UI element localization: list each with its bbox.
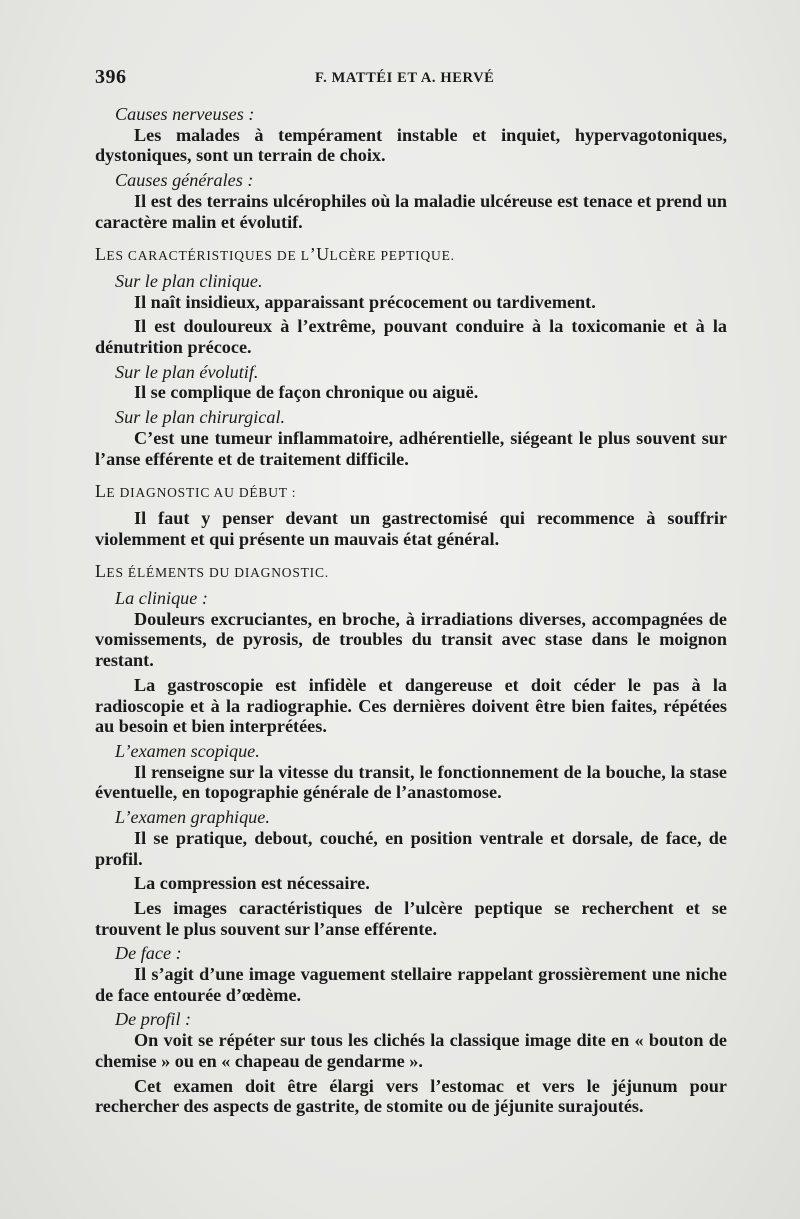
paragraph-causes-nerveuses: Les malades à tempérament instable et inquiet, hypervagotoniques, dystoniques, sont un terrain de choix. [95, 124, 727, 166]
paragraph-examen-graphique-3: Les images caractéristiques de l’ulcère peptique se recherchent et se trouvent le plus souvent sur l’anse efférente. [95, 897, 727, 939]
paragraph-de-profil-2: Cet examen doit être élargi vers l’estomac et vers le jéjunum pour rechercher des aspects de gastrite, de stomite ou de jéjunite surajoutés. [95, 1075, 727, 1117]
page-body [95, 100, 727, 1117]
section-heading-cap: L [95, 481, 107, 502]
paragraph-examen-graphique-2: La compression est nécessaire. [134, 873, 370, 894]
paragraph-causes-generales: Il est des terrains ulcérophiles où la maladie ulcéreuse est tenace et prend un caractère malin et évolutif. [95, 190, 727, 232]
subheading-causes-generales: Causes générales : [115, 170, 254, 191]
section-heading-cap: L [95, 561, 107, 582]
paragraph-de-face: Il s’agit d’une image vaguement stellaire rappelant grossièrement une niche de face entourée d’œdème. [95, 964, 727, 1005]
section-heading-smallcaps: ES ÉLÉMENTS DU DIAGNOSTIC. [106, 565, 329, 581]
page-header [95, 66, 725, 90]
subheading-de-face: De face : [115, 943, 182, 964]
subheading-examen-graphique: L’examen graphique. [115, 807, 270, 828]
running-head: F. MATTÉI ET A. HERVÉ [315, 70, 495, 86]
paragraph-plan-clinique-2: Il est douloureux à l’extrême, pouvant conduire à la toxicomanie et à la dénutrition précoce. [95, 316, 727, 358]
page-number: 396 [95, 66, 127, 88]
subheading-plan-chirurgical: Sur le plan chirurgical. [115, 407, 286, 428]
paragraph-plan-evolutif: Il se complique de façon chronique ou aiguë. [134, 382, 479, 403]
section-heading-smallcaps: E DIAGNOSTIC AU DÉBUT : [106, 485, 297, 501]
subheading-de-profil: De profil : [115, 1009, 192, 1030]
section-heading-cap: L [95, 244, 107, 265]
paragraph-examen-graphique-1: Il se pratique, debout, couché, en position ventrale et dorsale, de face, de profil. [95, 827, 727, 869]
subheading-plan-evolutif: Sur le plan évolutif. [115, 361, 259, 382]
paragraph-plan-chirurgical: C’est une tumeur inflammatoire, adhérentielle, siégeant le plus souvent sur l’anse efférente et de traitement difficile. [95, 427, 727, 469]
section-heading-smallcaps: LCÈRE PEPTIQUE. [329, 248, 455, 264]
section-heading-caracteristiques [95, 244, 727, 267]
subheading-la-clinique: La clinique : [115, 588, 208, 609]
paragraph-la-clinique-2: La gastroscopie est infidèle et dangereuse et doit céder le pas à la radioscopie et à la radiographie. Ces dernières doivent être bien faites, répétées au besoin et bien interprétées. [95, 674, 727, 737]
paragraph-plan-clinique-1: Il naît insidieux, apparaissant précocement ou tardivement. [134, 291, 596, 312]
section-heading-elements [95, 561, 727, 584]
paragraph-examen-scopique: Il renseigne sur la vitesse du transit, le fonctionnement de la bouche, la stase éventuelle, en topographie générale de l’anastomose. [95, 761, 727, 803]
subheading-examen-scopique: L’examen scopique. [115, 740, 260, 761]
section-heading-smallcaps: ES CARACTÉRISTIQUES DE L [106, 248, 310, 264]
paragraph-la-clinique-1: Douleurs excruciantes, en broche, à irradiations diverses, accompagnées de vomissements, de pyrosis, de troubles du transit avec stase dans le moignon restant. [95, 608, 727, 671]
section-heading-cap: ’U [309, 244, 330, 265]
subheading-plan-clinique: Sur le plan clinique. [115, 270, 263, 291]
paragraph-diagnostic-debut: Il faut y penser devant un gastrectomisé qui recommence à souffrir violemment et qui présente un mauvais état général. [95, 507, 727, 549]
paragraph-de-profil-1: On voit se répéter sur tous les clichés la classique image dite en « bouton de chemise » ou en « chapeau de gendarme ». [95, 1030, 727, 1071]
section-heading-diagnostic-debut [95, 481, 727, 504]
subheading-causes-nerveuses: Causes nerveuses : [115, 104, 255, 124]
